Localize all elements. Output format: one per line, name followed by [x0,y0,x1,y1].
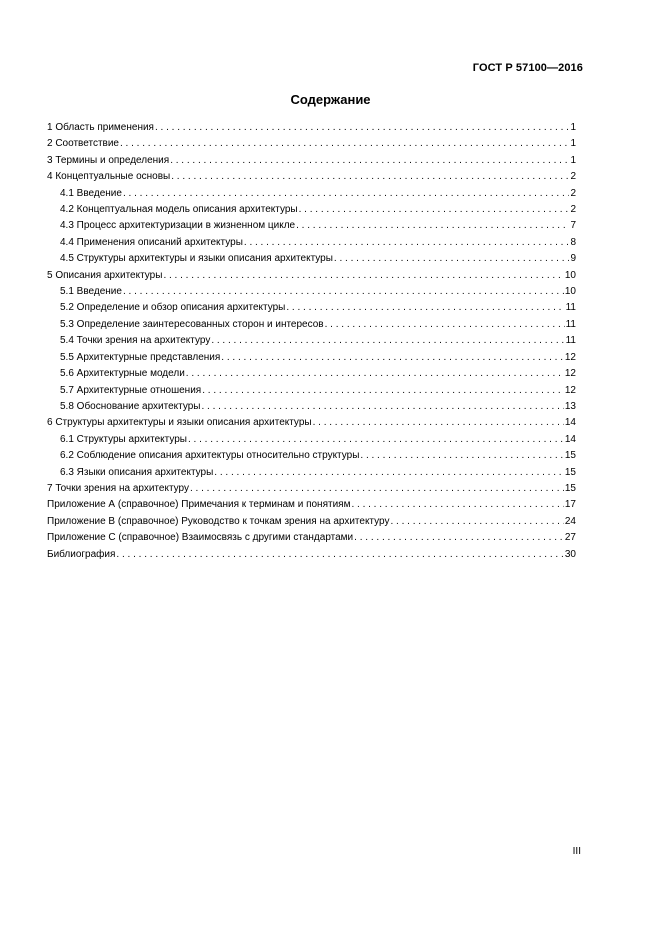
toc-dot-leader [325,317,565,333]
toc-dot-leader [214,465,564,481]
toc-entry[interactable] [47,186,576,202]
toc-entry-label: 5.3 Определение заинтересованных сторон и интересов [60,318,324,330]
toc-entry-page: 13 [564,400,576,412]
toc-entry-page: 15 [564,466,576,478]
toc-entry-label: Приложение С (справочное) Взаимосвязь с другими стандартами [47,532,354,544]
toc-entry-page: 11 [565,335,576,347]
toc-entry-page: 24 [564,515,576,527]
toc-entry[interactable] [47,465,576,481]
toc-entry-page: 15 [564,482,576,494]
toc-entry-page: 14 [564,417,576,429]
toc-entry[interactable] [47,268,576,284]
toc-entry[interactable] [47,284,576,300]
toc-entry-page: 11 [565,318,576,330]
toc-entry-label: 6.2 Соблюдение описания архитектуры относительно структуры [60,450,360,462]
toc-entry-page: 12 [564,368,576,380]
toc-entry-label: 6.1 Структуры архитектуры [60,433,187,445]
toc-dot-leader [313,415,564,431]
toc-entry-label: 6 Структуры архитектуры и языки описания архитектуры [47,417,312,429]
toc-entry-page: 2 [570,171,576,183]
toc-entry[interactable] [47,251,576,267]
toc-entry-label: 4 Концептуальные основы [47,171,171,183]
toc-dot-leader [186,366,564,382]
toc-entry-label: 6.3 Языки описания архитектуры [60,466,214,478]
toc-entry-label: 5.5 Архитектурные представления [60,351,221,363]
toc-dot-leader [244,235,570,251]
toc-entry-page: 11 [565,302,576,314]
toc-dot-leader [354,530,564,546]
toc-entry[interactable] [47,481,576,497]
toc-entry[interactable] [47,383,576,399]
toc-entry[interactable] [47,497,576,513]
toc-entry-page: 30 [564,548,576,560]
toc-dot-leader [334,251,570,267]
toc-entry-page: 1 [570,154,576,166]
toc-entry-page: 1 [570,138,576,150]
toc-dot-leader [202,383,564,399]
toc-entry-label: 4.3 Процесс архитектуризации в жизненном цикле [60,220,296,232]
toc-entry-page: 1 [570,122,576,133]
toc-dot-leader [163,268,563,284]
toc-dot-leader [123,186,569,202]
toc-entry-page: 9 [570,253,576,265]
toc-dot-leader [188,432,564,448]
toc-entry-label: 3 Термины и определения [47,154,170,166]
toc-entry[interactable] [47,448,576,464]
toc-dot-leader [351,497,563,513]
toc-entry[interactable] [47,415,576,431]
toc-entry[interactable] [47,202,576,218]
document-code: ГОСТ Р 57100—2016 [472,62,583,74]
toc-dot-leader [190,481,564,497]
toc-dot-leader [123,284,564,300]
toc-entry-label: 7 Точки зрения на архитектуру [47,482,189,494]
toc-entry[interactable] [47,514,576,530]
toc-entry[interactable] [47,153,576,169]
toc-entry[interactable] [47,530,576,546]
toc-entry[interactable] [47,333,576,349]
toc-entry[interactable] [47,120,576,136]
toc-entry-label: 5.1 Введение [60,286,122,298]
toc-entry-label: 5.2 Определение и обзор описания архитектуры [60,302,286,314]
table-of-contents [47,120,576,563]
toc-entry-label: 5.8 Обоснование архитектуры [60,400,201,412]
toc-entry[interactable] [47,169,576,185]
toc-entry-page: 2 [570,204,576,216]
toc-entry-label: 1 Область применения [47,122,154,133]
toc-entry-label: 5 Описания архитектуры [47,269,163,281]
toc-entry-page: 12 [564,351,576,363]
toc-entry[interactable] [47,432,576,448]
toc-entry-label: 4.1 Введение [60,187,122,199]
toc-entry[interactable] [47,136,576,152]
toc-entry-page: 15 [564,450,576,462]
toc-entry[interactable] [47,218,576,234]
toc-dot-leader [155,120,569,136]
toc-entry-label: 5.4 Точки зрения на архитектуру [60,335,211,347]
toc-entry-label: 4.2 Концептуальная модель описания архитектуры [60,204,298,216]
toc-dot-leader [116,547,563,563]
toc-entry-page: 10 [564,286,576,298]
toc-dot-leader [201,399,563,415]
toc-dot-leader [286,300,564,316]
toc-dot-leader [296,218,569,234]
toc-entry-label: Приложение В (справочное) Руководство к точкам зрения на архитектуру [47,515,390,527]
toc-dot-leader [120,136,569,152]
toc-dot-leader [360,448,563,464]
toc-dot-leader [171,169,569,185]
toc-entry[interactable] [47,300,576,316]
toc-entry-label: Библиография [47,548,116,560]
toc-entry-label: Приложение А (справочное) Примечания к терминам и понятиям [47,499,351,511]
toc-entry[interactable] [47,235,576,251]
toc-dot-leader [170,153,569,169]
toc-entry[interactable] [47,399,576,415]
toc-entry-label: 5.6 Архитектурные модели [60,368,185,380]
toc-entry-page: 17 [564,499,576,511]
toc-entry-page: 12 [564,384,576,396]
toc-entry-page: 10 [564,269,576,281]
toc-entry-page: 27 [564,532,576,544]
toc-entry-label: 4.4 Применения описаний архитектуры [60,236,243,248]
toc-entry[interactable] [47,350,576,366]
toc-entry[interactable] [47,317,576,333]
page-number: III [572,846,581,857]
toc-dot-leader [221,350,564,366]
toc-entry-page: 7 [570,220,576,232]
toc-entry-page: 8 [570,236,576,248]
toc-dot-leader [211,333,564,349]
toc-entry[interactable] [47,547,576,563]
toc-entry-label: 4.5 Структуры архитектуры и языки описания архитектуры [60,253,333,265]
toc-entry-label: 2 Соответствие [47,138,119,150]
toc-entry[interactable] [47,366,576,382]
toc-dot-leader [299,202,570,218]
toc-entry-page: 14 [564,433,576,445]
toc-dot-leader [390,514,563,530]
toc-title: Содержание [290,92,371,107]
toc-entry-label: 5.7 Архитектурные отношения [60,384,202,396]
toc-entry-page: 2 [570,187,576,199]
